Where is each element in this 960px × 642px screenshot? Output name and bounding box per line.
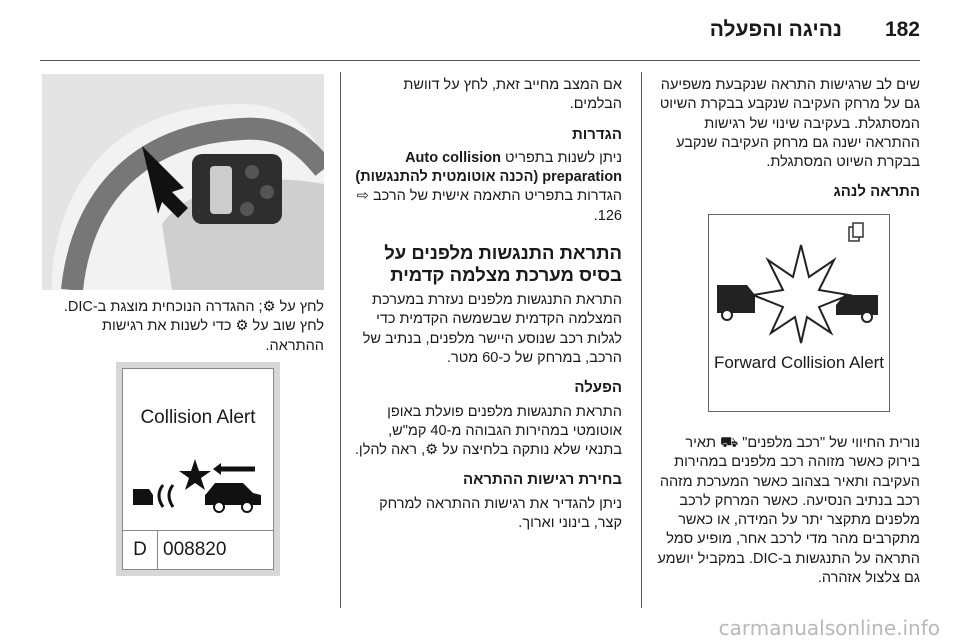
sensitivity-note: שים לב שרגישות התראה שנקבעת משפיעה גם על מרחק העקיבה שנקבע בבקרת השיוט המסתגלת. בעקיבה שינוי של רגישות ההתראה ישנה גם מרחק העקיבה שנקבע בבקרת השיוט המסתגלת. <box>659 77 920 171</box>
column-divider-left <box>340 72 341 608</box>
column-right-body <box>652 434 920 588</box>
activation-heading: הפעלה <box>574 379 622 397</box>
sensitivity-text: ניתן להגדיר את רגישות ההתראה למרחק קצר, בינוני וארוך. <box>379 495 622 532</box>
brake-instruction: אם המצב מחייב זאת, לחץ על דוושת הבלמים. <box>403 77 622 113</box>
camera-alert-heading: התראת התנגשות מלפנים על בסיס מערכת מצלמה קדמית <box>384 242 622 286</box>
dic-left-cell: D <box>123 531 158 569</box>
sensitivity-heading: בחירת רגישות ההתראה <box>463 471 622 489</box>
page-number: 182 <box>884 18 920 41</box>
dic-display-figure <box>116 362 280 576</box>
collision-car-icon <box>129 455 269 515</box>
page-title: נהיגה והפעלה <box>709 18 842 41</box>
camera-alert-text: התראת התנגשות מלפנים נעזרת במערכת המצלמה הקדמית שבשמשה הקדמית כדי לגלות רכב שנוסע היישר מלפנים, בנתיב של הרכב, במרחק של כ-60 מטר. <box>362 292 622 366</box>
dic-right-cell: 008820 <box>163 539 227 560</box>
dic-title: Collision Alert <box>140 407 256 428</box>
watermark: carmanualsonline.info <box>718 616 940 640</box>
steering-wheel-figure <box>42 74 324 290</box>
alert-description: נורית החיווי של "רכב מלפנים" ⛟ תאיר בירוק כאשר מזוהה רכב מלפנים במהירות העקיבה ותאיר בצהוב כאשר המערכת מזהה רכב בנתיב הנסיעה. כאשר המרחק לרכב מלפנים מתקצר יתר על המידה, או כאשר מתקרבים מהר מדי לרכב אחר, מופיע סמל התראה על התנגשות ב-DIC. במקביל יושמע גם צלצול אזהרה. <box>657 435 920 587</box>
forward-collision-figure <box>708 214 890 412</box>
column-middle <box>352 76 622 533</box>
dic-screen <box>122 368 274 570</box>
driver-alert-heading: התראה לנהג <box>833 183 920 201</box>
button-caption: לחץ על ⚙; ההגדרה הנוכחית מוצגת ב-DIC. לחץ שוב על ⚙ כדי לשנות את רגישות ההתראה. <box>63 299 324 354</box>
column-divider-right <box>641 72 642 608</box>
header-rule <box>40 60 920 61</box>
column-right <box>652 76 920 202</box>
page-header <box>0 0 960 62</box>
column-left <box>42 298 324 356</box>
settings-heading: הגדרות <box>572 125 622 143</box>
steering-wheel-icon <box>42 74 324 290</box>
forward-collision-icon <box>709 215 889 411</box>
dic-status-bar <box>123 530 273 569</box>
activation-text: התראת התנגשות מלפנים פועלת באופן אוטומטי במהירות הגבוהה מ-40 קמ"ש, בתנאי שלא נותקה בלחיצה על ⚙, ראה להלן. <box>354 403 622 459</box>
settings-text: ניתן לשנות בתפריט Auto collision preparation (הכנה אוטומטית להתנגשות) הגדרות בתפריט התאמה אישית של הרכב ⇨ 126. <box>355 149 622 224</box>
forward-collision-label: Forward Collision Alert <box>713 353 885 372</box>
